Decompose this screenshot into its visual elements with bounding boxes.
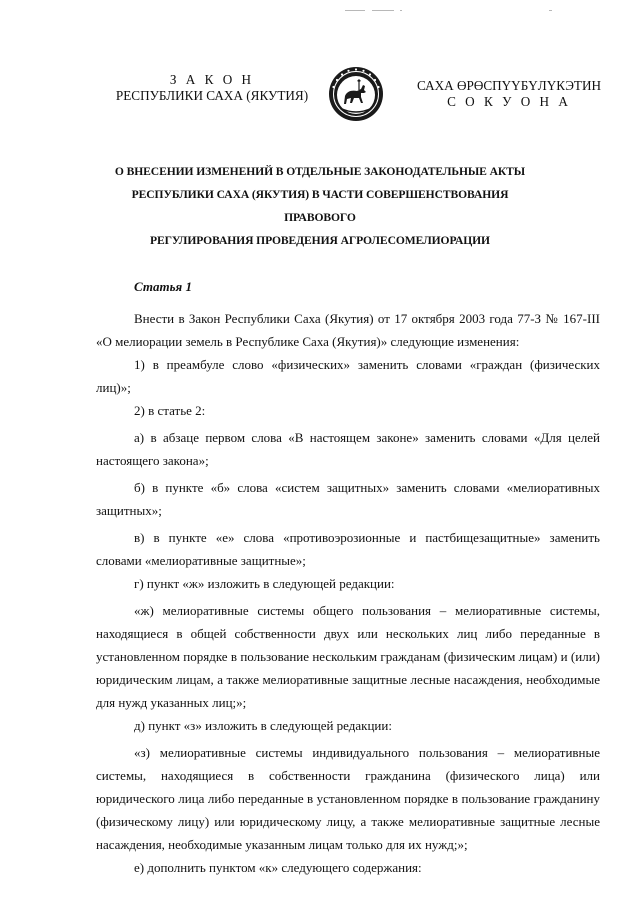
paragraph: «з) мелиоративные системы индивидуального пользования – мелиоративные системы, находящиеся в собственности гражданина (физического лица) или юридического лица либо переданные в установленном порядке в пользование гражданину (физическому лицу) или юридическому лицу, а также мелиоративные защитные лесные насаждения, необходимые указанным лицам только для их нужд;»; bbox=[96, 745, 600, 852]
paragraph: а) в абзаце первом слова «В настоящем законе» заменить словами «Для целей настоящего закона»; bbox=[96, 430, 600, 468]
title-line: О ВНЕСЕНИИ ИЗМЕНЕНИЙ В ОТДЕЛЬНЫЕ ЗАКОНОДАТЕЛЬНЫЕ АКТЫ bbox=[114, 165, 526, 178]
scan-mark bbox=[372, 10, 394, 11]
law-label-sakha: С О К У О Н А bbox=[447, 94, 571, 109]
header-left bbox=[112, 72, 312, 104]
title-line: РЕСПУБЛИКИ САХА (ЯКУТИЯ) В ЧАСТИ СОВЕРШЕНСТВОВАНИЯ ПРАВОВОГО bbox=[131, 188, 509, 224]
document-body bbox=[96, 275, 600, 879]
paragraph: д) пункт «з» изложить в следующей редакции: bbox=[134, 718, 392, 733]
paragraph: 2) в статье 2: bbox=[134, 403, 206, 418]
paragraph: г) пункт «ж» изложить в следующей редакции: bbox=[134, 576, 395, 591]
title-line: РЕГУЛИРОВАНИЯ ПРОВЕДЕНИЯ АГРОЛЕСОМЕЛИОРАЦИИ bbox=[150, 234, 490, 247]
paragraph: б) в пункте «б» слова «систем защитных» заменить словами «мелиоративных защитных»; bbox=[96, 480, 600, 518]
scan-mark bbox=[400, 10, 402, 11]
scan-mark bbox=[345, 10, 365, 11]
coat-of-arms-icon bbox=[328, 66, 384, 122]
law-label: З А К О Н bbox=[169, 72, 255, 87]
paragraph: «ж) мелиоративные системы общего пользования – мелиоративные системы, находящиеся в общей собственности двух или нескольких лиц либо переданные в установленном порядке в пользование нескольким гражданам (физическим лицам) и (или) юридическим лицам, а также мелиоративные защитные лесные насаждения, необходимые для нужд указанных лиц;»; bbox=[96, 603, 600, 710]
paragraph: 1) в преамбуле слово «физических» заменить словами «граждан (физических лиц)»; bbox=[96, 357, 600, 395]
article-heading: Статья 1 bbox=[134, 279, 192, 294]
paragraph: е) дополнить пунктом «к» следующего содержания: bbox=[134, 860, 422, 875]
header-right bbox=[404, 78, 614, 110]
paragraph: в) в пункте «е» слова «противоэрозионные и пастбищезащитные» заменить словами «мелиоративные защитные»; bbox=[96, 530, 600, 568]
document-title bbox=[100, 160, 540, 252]
republic-name-sakha: САХА ӨРӨСПҮҮБҮЛҮКЭТИН bbox=[416, 78, 602, 93]
scan-mark bbox=[549, 10, 552, 11]
paragraph: Внести в Закон Республики Саха (Якутия) от 17 октября 2003 года 77-З № 167-III «О мелиорации земель в Республике Саха (Якутия)» следующие изменения: bbox=[96, 311, 600, 349]
republic-name: РЕСПУБЛИКИ САХА (ЯКУТИЯ) bbox=[115, 88, 309, 103]
